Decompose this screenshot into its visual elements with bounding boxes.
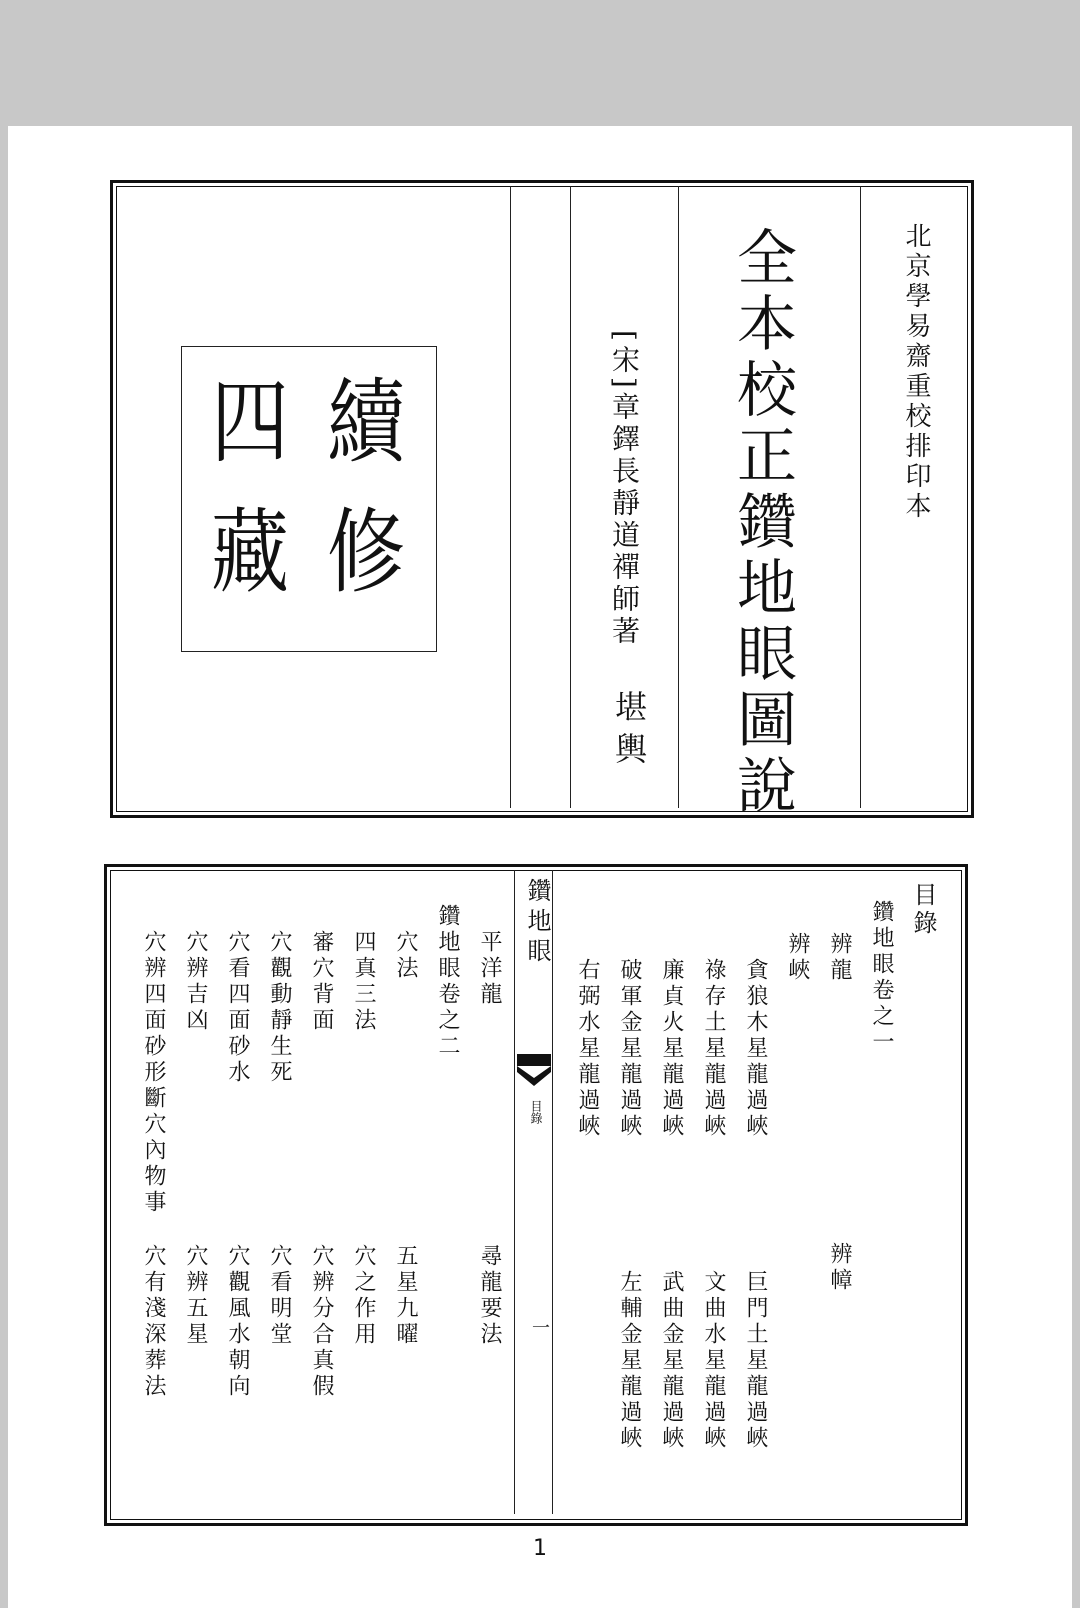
- toc-entry: 五星九曜: [393, 1244, 418, 1348]
- toc-entry: 武曲金星龍過峽: [659, 1270, 684, 1452]
- toc-entry: 平洋龍: [477, 930, 502, 1008]
- toc-entry: 審穴背面: [309, 930, 334, 1034]
- seal-char: 四: [210, 369, 290, 476]
- seal-stamp: [181, 346, 437, 652]
- toc-entry: 四真三法: [351, 930, 376, 1034]
- toc-entry: 穴有淺深葬法: [141, 1244, 166, 1400]
- toc-entry: 鑽地眼卷之一: [869, 900, 894, 1056]
- author-line: [宋]章鐸長靜道禪師著: [608, 330, 641, 648]
- toc-entry: 穴觀動靜生死: [267, 930, 292, 1086]
- toc-entry: 破軍金星龍過峽: [617, 958, 642, 1140]
- toc-entry: 左輔金星龍過峽: [617, 1270, 642, 1452]
- toc-entry: 穴辨分合真假: [309, 1244, 334, 1400]
- toc-entry: 巨門土星龍過峽: [743, 1270, 768, 1452]
- toc-entry: 穴辨五星: [183, 1244, 208, 1348]
- toc-entry: 辨幛: [827, 1242, 852, 1294]
- toc-entry: 穴看明堂: [267, 1244, 292, 1348]
- page-number: 1: [533, 1536, 547, 1561]
- seal-char: 藏: [210, 499, 290, 606]
- toc-entry: 右弼水星龍過峽: [575, 958, 600, 1140]
- toc-entry: 廉貞火星龍過峽: [659, 958, 684, 1140]
- toc-entry: 穴辨四面砂形斷穴內物事: [141, 930, 166, 1216]
- toc-entry: 辨峽: [785, 932, 810, 984]
- divider: [510, 186, 511, 808]
- series-label: 堪輿: [610, 690, 648, 774]
- toc-entry: 鑽地眼卷之二: [435, 904, 460, 1060]
- toc-entry: 穴觀風水朝向: [225, 1244, 250, 1400]
- spine-line: [514, 870, 515, 1514]
- toc-entry: 貪狼木星龍過峽: [743, 958, 768, 1140]
- toc-entry: 尋龍要法: [477, 1244, 502, 1348]
- toc-entry: 穴辨吉凶: [183, 930, 208, 1034]
- seal-char: 修: [326, 499, 406, 606]
- toc-entry: 穴法: [393, 930, 418, 982]
- divider: [860, 186, 861, 808]
- divider: [570, 186, 571, 808]
- toc-heading: 目錄: [909, 882, 937, 938]
- toc-entry: 穴看四面砂水: [225, 930, 250, 1086]
- edition-note: 北京學易齋重校排印本: [901, 222, 931, 522]
- main-title: 全本校正鑽地眼圖說: [727, 226, 797, 820]
- spine-page-number: 一: [529, 1318, 550, 1336]
- toc-entry: 文曲水星龍過峽: [701, 1270, 726, 1452]
- toc-entry: 祿存土星龍過峽: [701, 958, 726, 1140]
- divider: [678, 186, 679, 808]
- spine-title: 鑽地眼: [523, 878, 551, 968]
- spine-label: 目錄: [529, 1100, 543, 1124]
- toc-entry: 穴之作用: [351, 1244, 376, 1348]
- seal-char: 續: [326, 369, 406, 476]
- toc-entry: 辨龍: [827, 932, 852, 984]
- fishtail-mark: [517, 1054, 551, 1088]
